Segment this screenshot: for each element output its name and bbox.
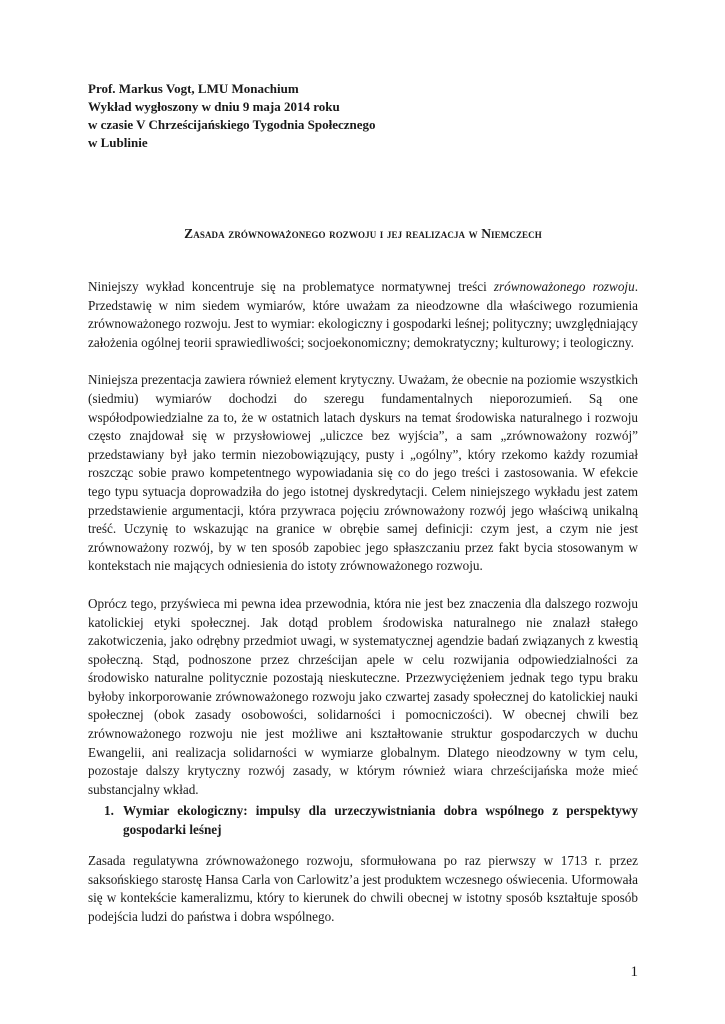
paragraph-3: Oprócz tego, przyświeca mi pewna idea przewodnia, która nie jest bez znaczenia dla dalszego rozwoju katolickiej etyki społecznej. Jak dotąd problem środowiska naturalnego nie znalazł stałego zakotwiczenia, jako odrębny przedmiot uwagi, w systematycznej agendzie badań związanych z kwestią społeczną. Stąd, podnoszone przez chrześcijan apele w celu rozwijania odpowiedzialności za środowisko naturalne politycznie pozostają nieskuteczne. Przezwyciężeniem jednak tego typu braku byłoby inkorporowanie zrównoważonego rozwoju jako czwartej zasady społecznej do katolickiej nauki społecznej (obok zasady osobowości, solidarności i pomocniczości). W obecnej chwili bez zrównoważonego rozwoju nie jest możliwe ani kształtowanie struktur gospodarczych w duchu Ewangelii, ani realizacja solidarności w wymiarze globalnym. Dlatego nieodzowny w tym celu, pozostaje dalszy krytyczny rozwój zasady, w którym również wiara chrześcijańska może mieć substancjalny wkład.: [88, 595, 638, 797]
document-title: Zasada zrównoważonego rozwoju i jej realizacja w Niemczech: [184, 226, 542, 241]
paragraph-1: Niniejszy wykład koncentruje się na problematyce normatywnej treści zrównoważonego rozwoju. Przedstawię w nim siedem wymiarów, które uważam za nieodzowne dla właściwego rozumienia zrównoważonego rozwoju. Jest to wymiar: ekologiczny i gospodarki leśnej; polityczny; uwzględniający założenia ogólnej teorii sprawiedliwości; socjoekonomiczny; demokratyczny; kulturowy; i teologiczny.: [88, 279, 638, 350]
section-title: Wymiar ekologiczny: impulsy dla urzeczywistniania dobra wspólnego z perspektywy gospodarki leśnej: [123, 803, 638, 837]
location-line: w Lublinie: [88, 135, 148, 150]
section-heading: [104, 802, 638, 839]
document-body: [88, 278, 638, 818]
section-paragraph: Zasada regulatywna zrównoważonego rozwoju, sformułowana po raz pierwszy w 1713 r. przez saksońskiego starostę Hansa Carla von Carlowitz’a jest produktem wczesnego oświecenia. Uformowała się w kontekście kameralizmu, który to kierunek do chwili obecnej w istotny sposób kształtuje sposób podejścia ludzi do państwa i dobra wspólnego.: [88, 853, 638, 924]
author-line: Prof. Markus Vogt, LMU Monachium: [88, 81, 299, 96]
event-line: w czasie V Chrześcijańskiego Tygodnia Społecznego: [88, 117, 376, 132]
paragraph-2: Niniejsza prezentacja zawiera również element krytyczny. Uważam, że obecnie na poziomie wszystkich (siedmiu) wymiarów dochodzi do szeregu fundamentalnych nieporozumień. Są one współodpowiedzialne za to, że w ostatnich latach dyskurs na temat środowiska naturalnego i rozwoju często znajdował się w przysłowiowej „uliczce bez wyjścia”, a sam „zrównoważony rozwój” przedstawiany był jako termin niezobowiązujący, pusty i „ogólny”, który rzekomo każdy rozumiał roszcząc sobie prawo kompetentnego wypowiadania się co do jego treści i zastosowania. W efekcie tego typu sytuacja doprowadziła do jego istotnej dyskredytacji. Celem niniejszego wykładu jest zatem przedstawienie argumentacji, która przywraca pojęciu zrównoważony rozwój jego właściwą unikalną treść. Uczynię to wskazując na granice w obrębie samej definicji: czym jest, a czym nie jest zrównoważony rozwój, by w ten sposób zapobiec jego spłaszczaniu przez fakt bycia stosowanym w kontekstach nie mających odniesienia do istoty zrównoważonego rozwoju.: [88, 372, 638, 574]
section-number: 1.: [104, 803, 114, 818]
lecture-date-line: Wykład wygłoszony w dniu 9 maja 2014 roku: [88, 99, 340, 114]
document-page: [88, 0, 638, 1024]
author-header: [88, 80, 376, 152]
page-number: 1: [630, 964, 638, 980]
emphasis-text: zrównoważonego rozwoju: [493, 279, 635, 294]
